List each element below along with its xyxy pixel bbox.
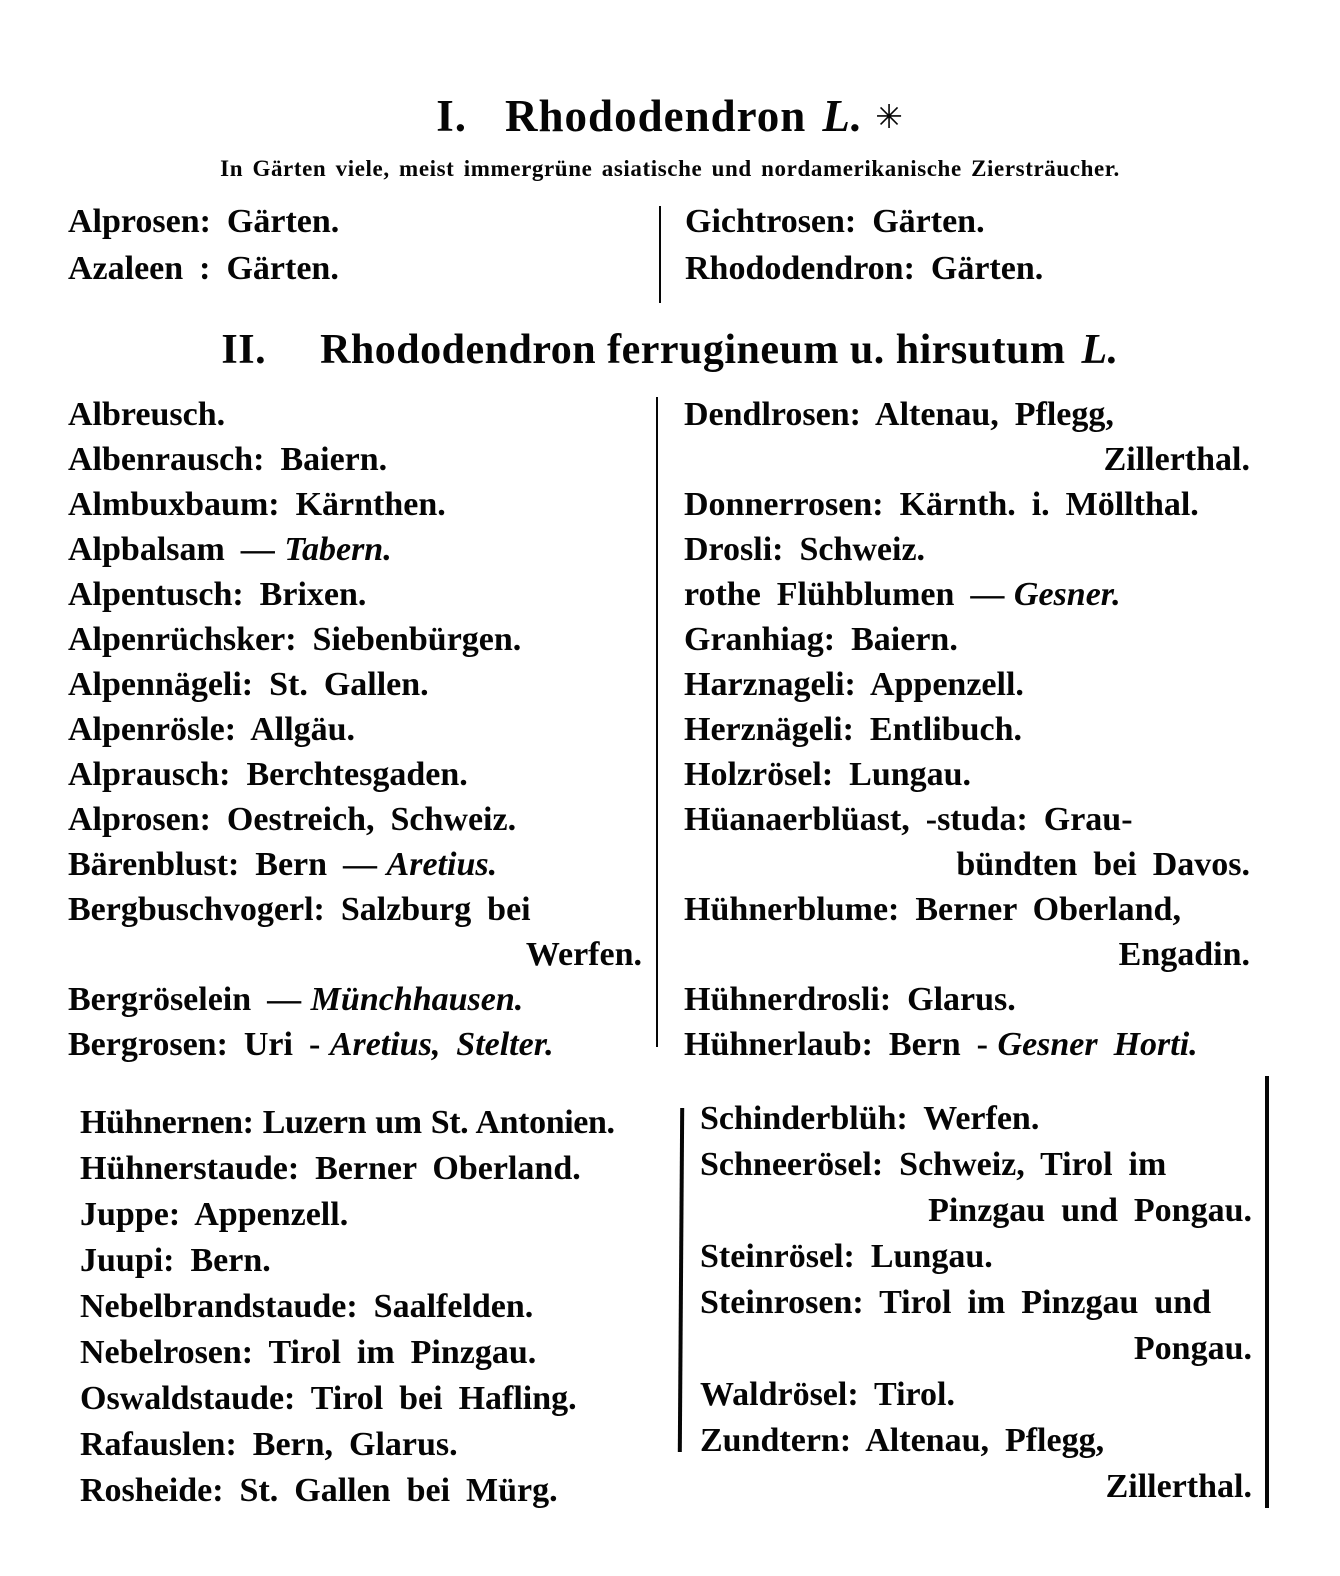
plant-name-and-region: Nebelbrandstaude: Saalfelden. — [80, 1288, 534, 1325]
list-item — [68, 617, 642, 662]
plant-name-and-region: Alpbalsam — — [68, 531, 275, 568]
plant-name-and-region: Donnerrosen: Kärnth. i. Möllthal. — [684, 486, 1199, 523]
list-item — [80, 1376, 658, 1422]
list-item — [68, 527, 642, 572]
list-item — [80, 1422, 658, 1468]
list-item — [684, 977, 1250, 1022]
plant-name-and-region: Waldrösel: Tirol. — [700, 1376, 955, 1413]
plant-name-and-region: Drosli: Schweiz. — [684, 531, 926, 568]
list-item — [684, 1022, 1250, 1067]
section2-heading — [0, 326, 1340, 374]
plant-name-and-region: Juppe: Appenzell. — [80, 1196, 349, 1233]
list-item — [700, 1418, 1252, 1464]
section2-lower-left-column — [80, 1100, 658, 1514]
section1-heading — [0, 90, 1340, 142]
list-item — [80, 1468, 658, 1514]
list-item — [684, 662, 1250, 707]
plant-name-and-region: Herznägeli: Entlibuch. — [684, 711, 1023, 748]
section1-subtitle: In Gärten viele, meist immergrüne asiatische und nordamerikanische Ziersträucher. — [220, 156, 1120, 181]
list-item — [700, 1280, 1252, 1326]
list-item — [68, 572, 642, 617]
section1-author-abbrev: L. — [822, 91, 864, 141]
list-item — [684, 572, 1250, 617]
section2-lower-right-column — [700, 1096, 1252, 1510]
plant-name-and-region: Bergbuschvogerl: Salzburg bei — [68, 891, 531, 928]
list-item — [68, 198, 642, 245]
plant-name-and-region: Rhododendron: Gärten. — [685, 250, 1044, 287]
source-reference: Aretius. — [386, 846, 498, 883]
list-item — [80, 1146, 658, 1192]
list-item — [68, 887, 642, 932]
plant-name-and-region: Zundtern: Altenau, Pflegg, — [700, 1422, 1105, 1459]
section2-author-abbrev: L. — [1081, 327, 1119, 373]
list-item — [685, 198, 1250, 245]
plant-name-and-region: Rosheide: St. Gallen bei Mürg. — [80, 1472, 558, 1509]
list-item-continuation: Pongau. — [1133, 1330, 1252, 1367]
plant-name-and-region: Steinrosen: Tirol im Pinzgau und — [700, 1284, 1212, 1321]
plant-name-and-region: Steinrösel: Lungau. — [700, 1238, 993, 1275]
source-reference: Gesner. — [1013, 576, 1121, 613]
list-item — [684, 482, 1250, 527]
list-item — [68, 1022, 642, 1067]
list-item — [68, 482, 642, 527]
plant-name-and-region: Hühnerstaude: Berner Oberland. — [80, 1150, 581, 1187]
flower-mark-icon: ✳ — [875, 97, 904, 136]
list-item — [68, 842, 642, 887]
plant-name-and-region: Albreusch. — [68, 396, 226, 433]
plant-name-and-region: Alpenrösle: Allgäu. — [68, 711, 356, 748]
plant-name-and-region: Oswaldstaude: Tirol bei Hafling. — [80, 1380, 577, 1417]
plant-name-and-region: rothe Flühblumen — — [684, 576, 1005, 613]
source-reference: Gesner Horti. — [997, 1026, 1198, 1063]
plant-name-and-region: Almbuxbaum: Kärnthen. — [68, 486, 446, 523]
list-item — [80, 1192, 658, 1238]
plant-name-and-region: Gichtrosen: Gärten. — [685, 203, 985, 240]
list-item — [80, 1330, 658, 1376]
plant-name-and-region: Schneerösel: Schweiz, Tirol im — [700, 1146, 1167, 1183]
plant-name-and-region: Alpenrüchsker: Siebenbürgen. — [68, 621, 522, 658]
plant-name-and-region: Hühnerlaub: Bern - — [684, 1026, 988, 1063]
list-item — [68, 797, 642, 842]
section1-numeral: I. — [436, 91, 468, 141]
list-item — [68, 662, 642, 707]
list-item — [68, 392, 642, 437]
section1-right-column — [685, 198, 1250, 292]
section1-column-divider — [659, 206, 661, 303]
list-item — [700, 1096, 1252, 1142]
list-item-continuation: Zillerthal. — [1105, 1468, 1252, 1505]
plant-name-and-region: Hüanaerblüast, -studa: Grau- — [684, 801, 1133, 838]
section2-column-divider — [656, 397, 658, 1047]
plant-name-and-region: Rafauslen: Bern, Glarus. — [80, 1426, 458, 1463]
plant-name-and-region: Granhiag: Baiern. — [684, 621, 958, 658]
section2-numeral: II. — [221, 327, 267, 373]
plant-name-and-region: Alprausch: Berchtesgaden. — [68, 756, 468, 793]
plant-name-and-region: Nebelrosen: Tirol im Pinzgau. — [80, 1334, 537, 1371]
list-item — [68, 977, 642, 1022]
plant-name-and-region: Schinderblüh: Werfen. — [700, 1100, 1040, 1137]
section2-left-column — [68, 392, 642, 1067]
page-edge-rule — [1265, 1076, 1269, 1508]
plant-name-and-region: Albenrausch: Baiern. — [68, 441, 388, 478]
section2-right-column — [684, 392, 1250, 1067]
list-item — [684, 797, 1250, 842]
lower-column-divider — [678, 1108, 684, 1452]
list-item — [68, 707, 642, 752]
list-item-continuation: bündten bei Davos. — [956, 846, 1250, 883]
list-item — [684, 617, 1250, 662]
list-item — [68, 245, 642, 292]
list-item — [684, 887, 1250, 932]
list-item — [700, 1234, 1252, 1280]
list-item — [68, 437, 642, 482]
list-item-continuation: Zillerthal. — [1103, 441, 1250, 478]
plant-name-and-region: Alprosen: Oestreich, Schweiz. — [68, 801, 517, 838]
list-item-continuation: Werfen. — [525, 936, 642, 973]
plant-name-and-region: Hühnernen: Luzern um St. Antonien. — [80, 1104, 615, 1141]
list-item — [700, 1372, 1252, 1418]
list-item-continuation: Pinzgau und Pongau. — [928, 1192, 1252, 1229]
plant-name-and-region: Alpentusch: Brixen. — [68, 576, 367, 613]
plant-name-and-region: Alpennägeli: St. Gallen. — [68, 666, 429, 703]
plant-name-and-region: Alprosen: Gärten. — [68, 203, 340, 240]
source-reference: Münchhausen. — [310, 981, 524, 1018]
list-item — [684, 707, 1250, 752]
plant-name-and-region: Juupi: Bern. — [80, 1242, 271, 1279]
plant-name-and-region: Harznageli: Appenzell. — [684, 666, 1024, 703]
plant-name-and-region: Bergröselein — — [68, 981, 302, 1018]
list-item — [684, 752, 1250, 797]
plant-name-and-region: Bärenblust: Bern — — [68, 846, 378, 883]
plant-name-and-region: Dendlrosen: Altenau, Pflegg, — [684, 396, 1114, 433]
plant-name-and-region: Bergrosen: Uri - — [68, 1026, 321, 1063]
plant-name-and-region: Holzrösel: Lungau. — [684, 756, 972, 793]
list-item — [80, 1238, 658, 1284]
source-reference: Aretius, Stelter. — [329, 1026, 554, 1063]
section2-title: Rhododendron ferrugineum u. hirsutum — [320, 327, 1066, 373]
plant-name-and-region: Hühnerblume: Berner Oberland, — [684, 891, 1181, 928]
plant-name-and-region: Azaleen : Gärten. — [68, 250, 339, 287]
list-item — [68, 752, 642, 797]
list-item — [700, 1142, 1252, 1188]
list-item — [684, 527, 1250, 572]
section1-left-column — [68, 198, 642, 292]
list-item — [80, 1100, 658, 1146]
list-item — [80, 1284, 658, 1330]
list-item-continuation: Engadin. — [1118, 936, 1250, 973]
section1-title: Rhododendron — [505, 91, 807, 141]
list-item — [685, 245, 1250, 292]
list-item — [684, 392, 1250, 437]
plant-name-and-region: Hühnerdrosli: Glarus. — [684, 981, 1016, 1018]
source-reference: Tabern. — [284, 531, 392, 568]
